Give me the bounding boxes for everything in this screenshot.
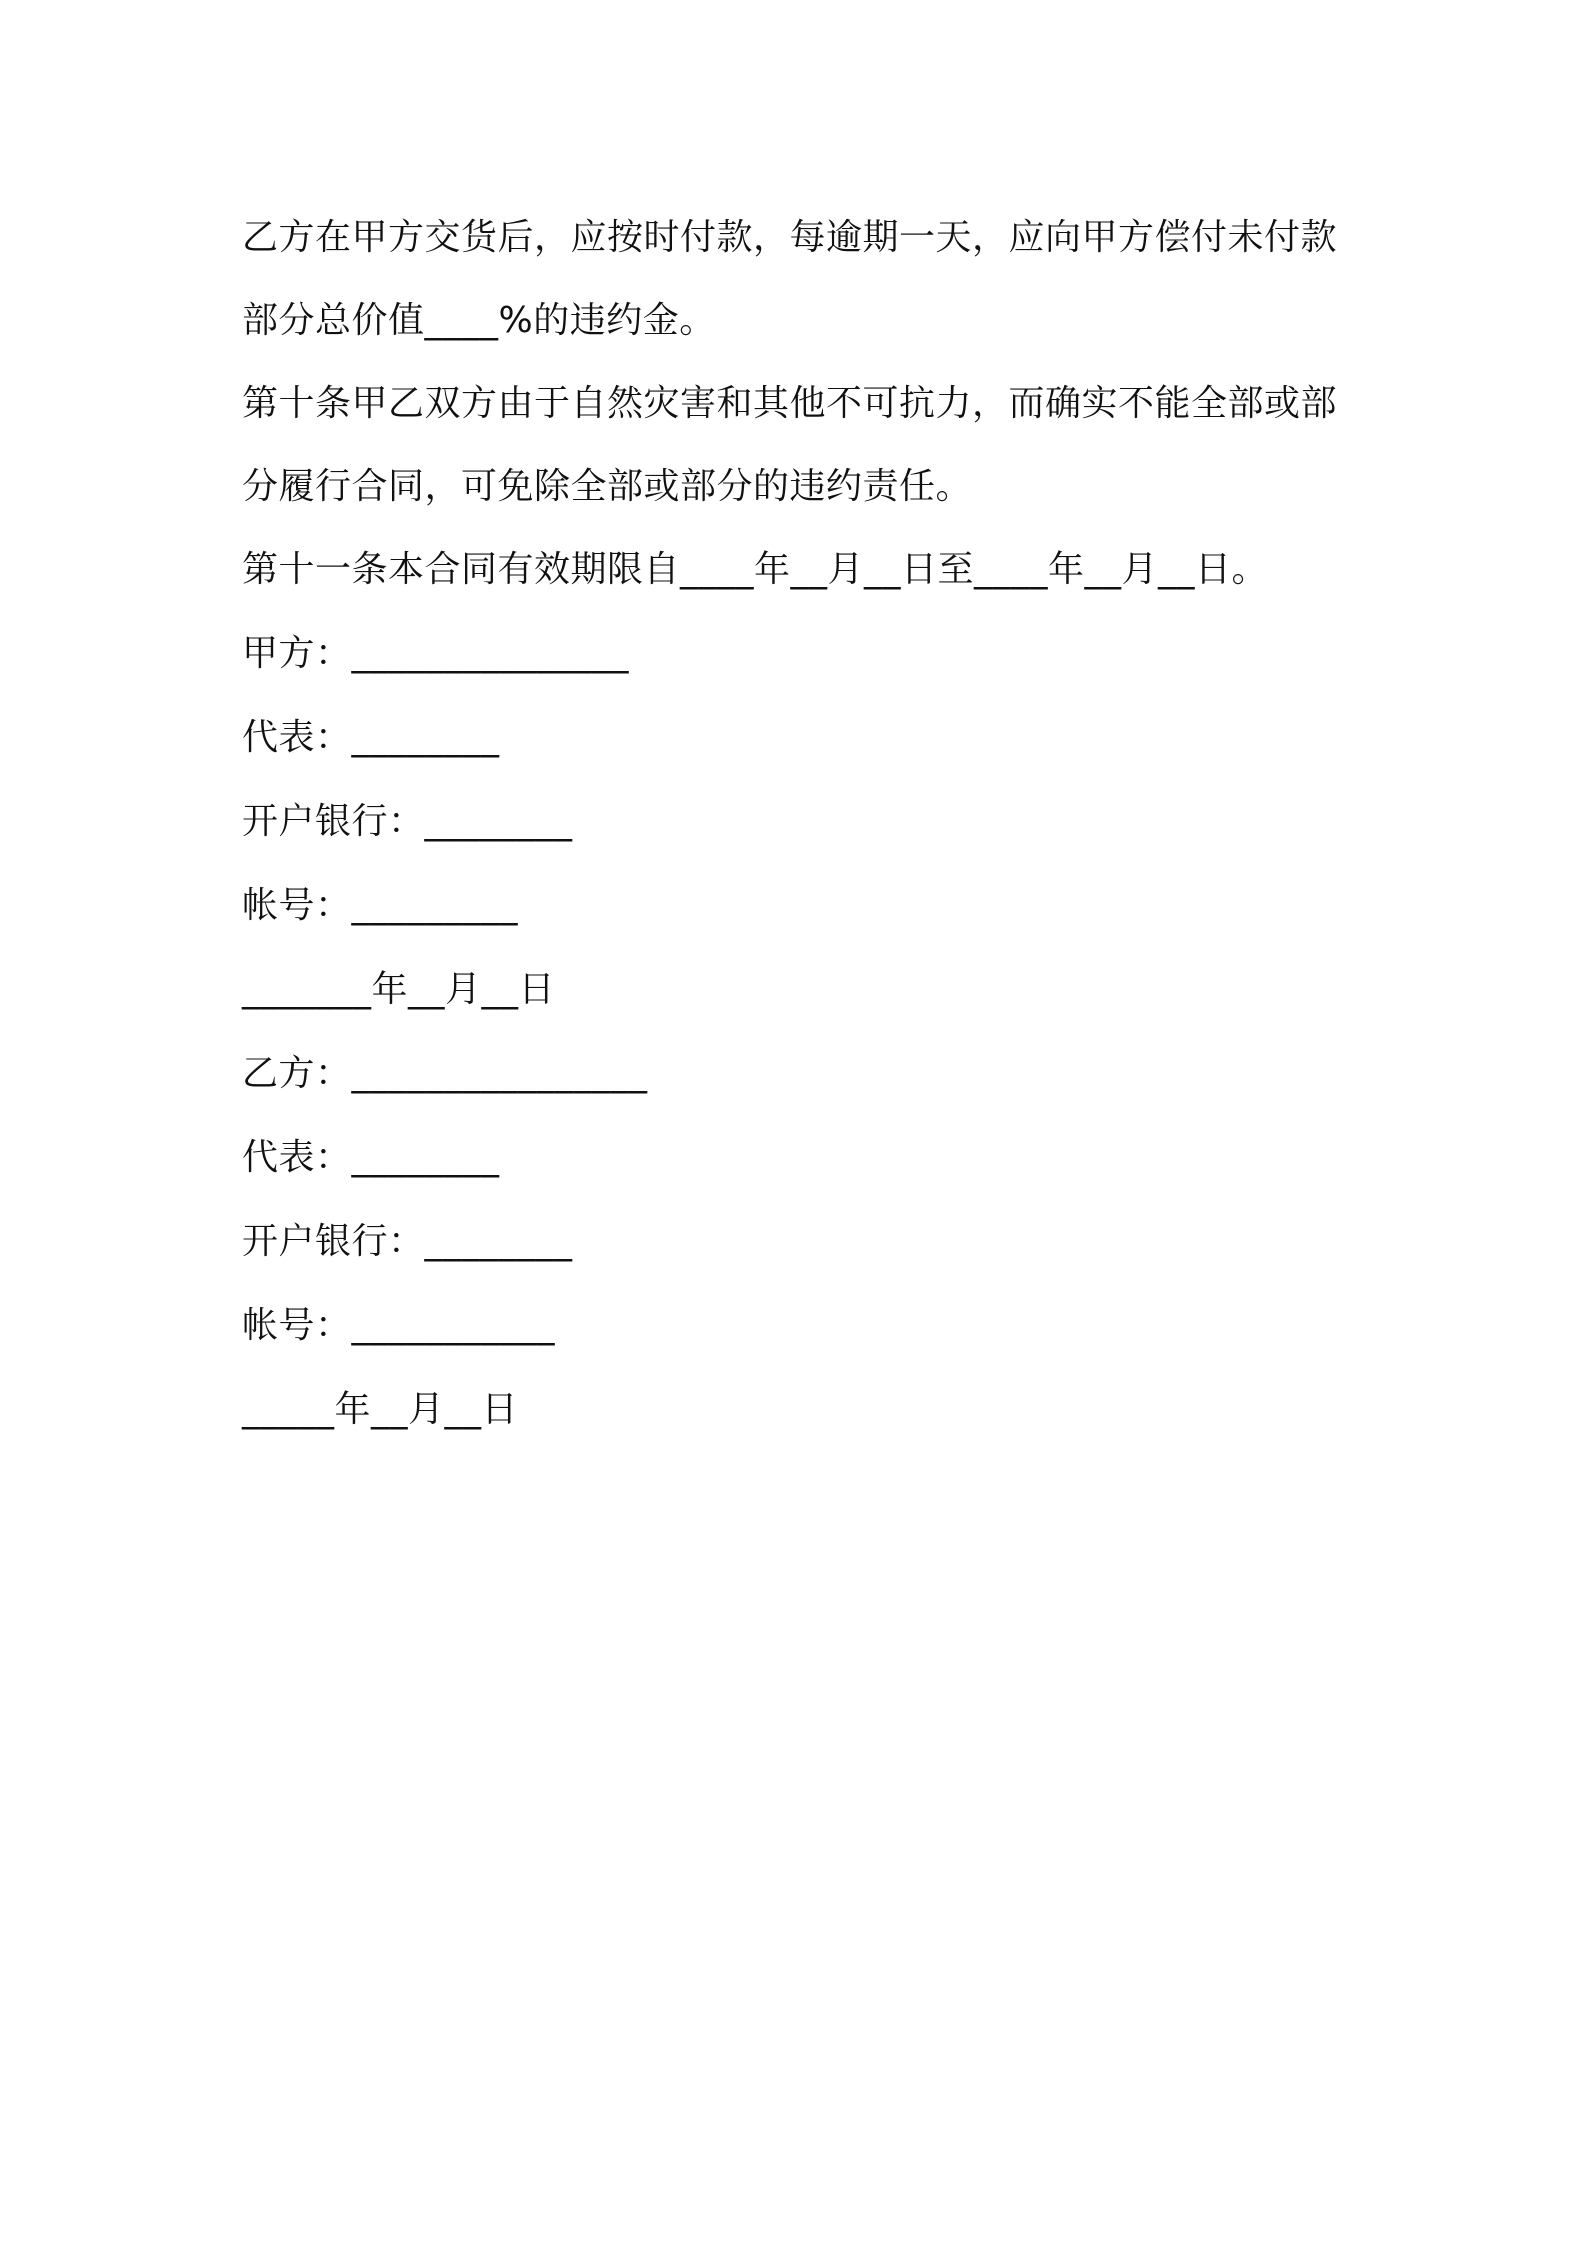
- party-a-bank-field: 开户银行：________: [242, 801, 573, 842]
- party-a-date-field: _______年__月__日: [242, 969, 556, 1010]
- party-b-bank-field: 开户银行：________: [242, 1221, 573, 1262]
- party-a-signature-block: [242, 612, 1362, 1032]
- party-a-representative-field: 代表：________: [242, 717, 500, 758]
- party-b-name-field: 乙方：________________: [242, 1053, 648, 1094]
- party-a-account-field: 帐号：_________: [242, 885, 519, 926]
- document-body: [242, 196, 1362, 1452]
- party-b-account-field: 帐号：___________: [242, 1305, 556, 1346]
- force-majeure-clause: 第十条甲乙双方由于自然灾害和其他不可抗力，而确实不能全部或部分履行合同，可免除全部或部分的违约责任。: [242, 383, 1338, 507]
- party-b-representative-field: 代表：________: [242, 1137, 500, 1178]
- validity-period-clause: 第十一条本合同有效期限自____年__月__日至____年__月__日。: [242, 549, 1269, 590]
- party-b-date-field: _____年__月__日: [242, 1389, 519, 1430]
- payment-penalty-clause: 乙方在甲方交货后，应按时付款，每逾期一天，应向甲方偿付未付款部分总价值____%的违约金。: [242, 217, 1338, 341]
- party-a-name-field: 甲方：_______________: [242, 633, 630, 674]
- party-b-signature-block: [242, 1032, 1362, 1452]
